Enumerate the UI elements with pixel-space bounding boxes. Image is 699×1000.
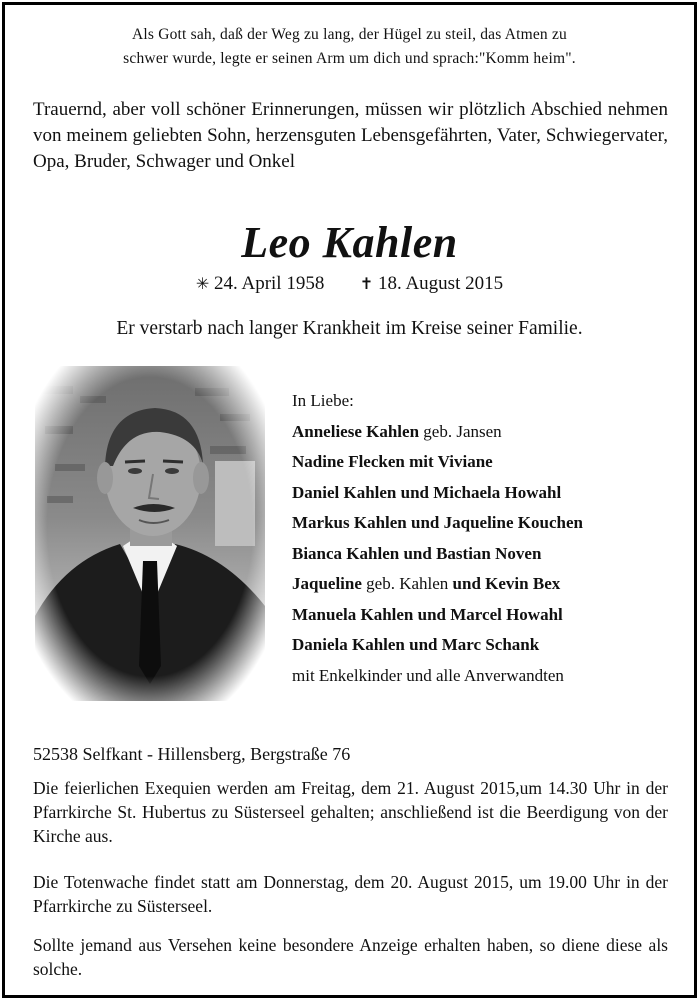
quote-line-1: Als Gott sah, daß der Weg zu lang, der Hügel zu steil, das Atmen zu — [131, 26, 567, 43]
mourners-list — [292, 386, 682, 691]
death-note: Er verstarb nach langer Krankheit im Kreise seiner Familie. — [116, 318, 583, 339]
quote-line-2: schwer wurde, legte er seinen Arm um dich und sprach:"Komm heim". — [123, 50, 576, 67]
mourner-entry: Daniela Kahlen und Marc Schank — [292, 635, 540, 654]
intro-paragraph: Trauernd, aber voll schöner Erinnerungen, müssen wir plötzlich Abschied nehmen von meinem geliebten Sohn, herzensguten Lebensgefährten, Vater, Schwiegervater, Opa, Bruder, Schwager und Onkel — [33, 99, 668, 172]
deceased-name: Leo Kahlen — [241, 218, 458, 267]
funeral-service-paragraph: Die feierlichen Exequien werden am Freitag, dem 21. August 2015,um 14.30 Uhr in der Pfarrkirche St. Hubertus zu Süsterseel gehalten; anschließend ist die Beerdigung von der Kirche aus. — [33, 778, 668, 846]
intro-text — [33, 97, 668, 175]
mourners-heading: In Liebe: — [292, 391, 354, 410]
family-address: 52538 Selfkant - Hillensberg, Bergstraße 76 — [33, 744, 351, 764]
life-dates — [5, 273, 694, 295]
portrait-photo — [35, 366, 265, 701]
opening-quote — [25, 23, 674, 71]
notice-paragraph: Sollte jemand aus Versehen keine besondere Anzeige erhalten haben, so diene diese als solche. — [33, 935, 668, 979]
mourner-entry: Bianca Kahlen und Bastian Noven — [292, 543, 542, 563]
mourner-entry: Daniel Kahlen und Michaela Howahl — [292, 482, 562, 502]
wake-paragraph: Die Totenwache findet statt am Donnerstag, dem 20. August 2015, um 19.00 Uhr in der Pfarrkirche zu Süsterseel. — [33, 872, 668, 916]
death-cross-icon: ✝ — [359, 274, 374, 293]
mourner-entry: Markus Kahlen und Jaqueline Kouchen — [292, 513, 583, 532]
mourner-entry: Manuela Kahlen und Marcel Howahl — [292, 604, 563, 624]
mourner-entry: Nadine Flecken mit Viviane — [292, 452, 493, 471]
birth-star-icon: ✳ — [195, 274, 210, 293]
obituary-card — [2, 2, 697, 998]
mourner-entry: Jaqueline geb. Kahlen und Kevin Bex — [292, 574, 561, 593]
death-date: 18. August 2015 — [378, 273, 504, 294]
birth-date: 24. April 1958 — [214, 273, 325, 294]
mourner-entry: Anneliese Kahlen geb. Jansen — [292, 421, 502, 441]
mourners-closing: mit Enkelkinder und alle Anverwandten — [292, 665, 564, 685]
